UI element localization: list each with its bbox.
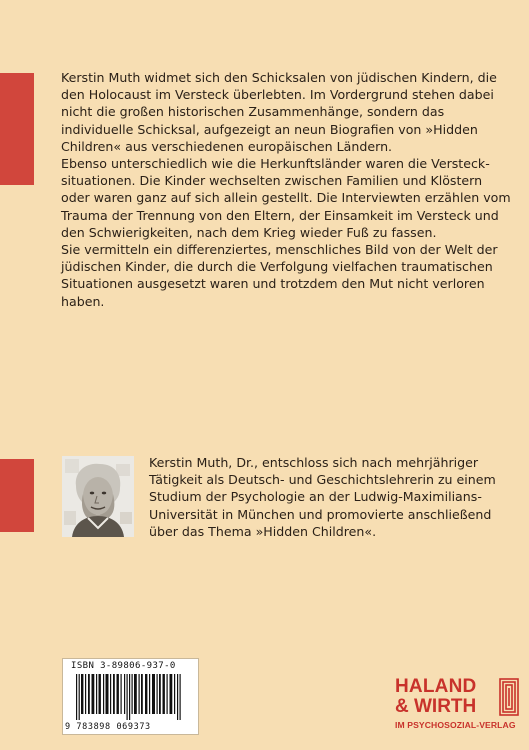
publisher-imprint: IM PSYCHOSOZIAL-VERLAG bbox=[395, 720, 516, 730]
blurb-paragraph-3: Sie vermitteln ein differenziertes, menschliches Bild von der Welt der jüdischen Kinder, die durch die Verfolgung vielfachen traumatischen Situationen ausgesetzt waren und trotzdem den Mut nicht verloren haben. bbox=[61, 242, 498, 309]
barcode-icon bbox=[70, 674, 194, 720]
isbn-barcode bbox=[62, 658, 199, 735]
publisher-name-line-1: HALAND bbox=[395, 676, 477, 697]
author-portrait-icon bbox=[62, 456, 134, 537]
publisher-logo bbox=[395, 676, 519, 738]
book-blurb bbox=[61, 69, 513, 310]
bio-text: Kerstin Muth, Dr., entschloss sich nach mehrjähriger Tätigkeit als Deutsch- und Geschichtslehrerin zu einem Studium der Psychologie an der Ludwig-Maximilians-Universität in München und promovierte anschließend über das Thema »Hidden Children«. bbox=[149, 455, 496, 539]
author-photo bbox=[62, 456, 134, 537]
isbn-number: ISBN 3-89806-937-0 bbox=[71, 661, 176, 671]
author-bio bbox=[149, 454, 513, 540]
publisher-name-line-2: & WIRTH bbox=[395, 696, 477, 717]
blurb-paragraph-2: Ebenso unterschiedlich wie die Herkunftsländer waren die Verstecksituationen. Die Kinder wechselten zwischen Familien und Klöstern oder waren ganz auf sich allein gestellt. Die Interviewten erzählen vom Trauma der Trennung von den Eltern, der Einsamkeit im Versteck und den Schwierigkeiten, nach dem Krieg wieder Fuß zu fassen. bbox=[61, 156, 511, 240]
accent-bar-top bbox=[0, 73, 34, 185]
blurb-paragraph-1: Kerstin Muth widmet sich den Schicksalen von jüdischen Kindern, die den Holocaust im Versteck überlebten. Im Vordergrund stehen dabei nicht die großen historischen Zusammenhänge, sondern das individuelle Schicksal, aufgezeigt an neun Biografien von »Hidden Children« aus verschiedenen europäischen Ländern. bbox=[61, 70, 497, 154]
barcode-digits: 9 783898 069373 bbox=[65, 722, 151, 732]
accent-bar-bottom bbox=[0, 459, 34, 532]
maze-logo-icon bbox=[499, 678, 519, 716]
